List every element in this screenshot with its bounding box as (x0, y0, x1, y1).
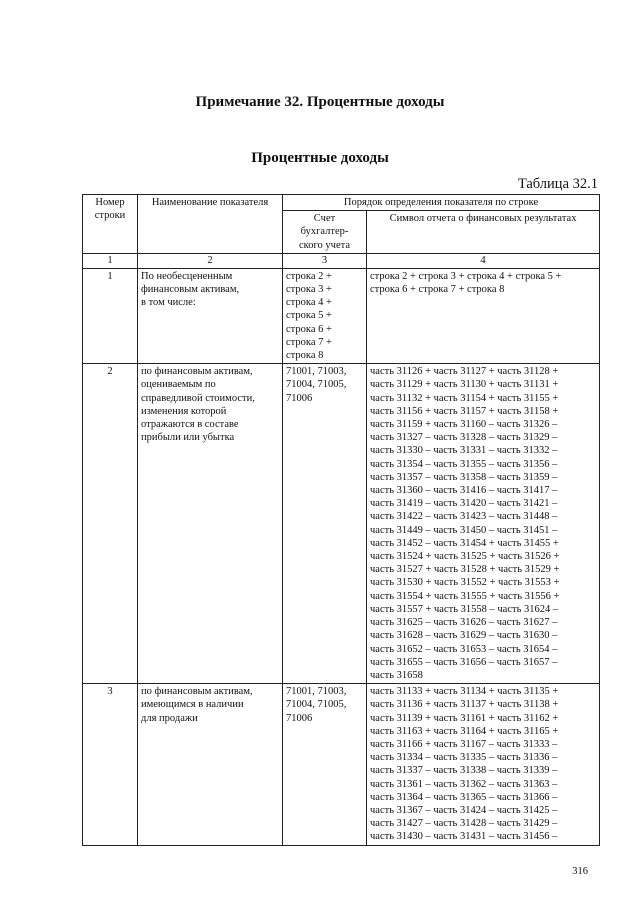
column-number: 1 (83, 253, 138, 268)
row-number: 2 (83, 364, 138, 684)
column-number-row (83, 253, 600, 268)
account-numbers: строка 2 + строка 3 + строка 4 + строка 5 + строка 6 + строка 7 + строка 8 (283, 268, 367, 363)
table-row (83, 684, 600, 845)
header-account: Счет бухгалтер- ского учета (283, 211, 367, 254)
column-number: 3 (283, 253, 367, 268)
report-symbol-formula: часть 31126 + часть 31127 + часть 31128 + часть 31129 + часть 31130 + часть 31131 + часть 31132 + часть 31154 + часть 31155 + часть 31156 + часть 31157 + часть 31158 + часть 31159 + часть 31160 – часть 31326 – часть 31327 – часть 31328 – часть 31329 – часть 31330 – часть 31331 – часть 31332 – часть 31354 – часть 31355 – часть 31356 – часть 31357 – часть 31358 – часть 31359 – часть 31360 – часть 31416 – часть 31417 – часть 31419 – часть 31420 – часть 31421 – часть 31422 – часть 31423 – часть 31448 – часть 31449 – часть 31450 – часть 31451 – часть 31452 – часть 31454 + часть 31455 + часть 31524 + часть 31525 + часть 31526 + часть 31527 + часть 31528 + часть 31529 + часть 31530 + часть 31552 + часть 31553 + часть 31554 + часть 31555 + часть 31556 + часть 31557 + часть 31558 – часть 31624 – часть 31625 – часть 31626 – часть 31627 – часть 31628 – часть 31629 – часть 31630 – часть 31652 – часть 31653 – часть 31654 – часть 31655 – часть 31656 – часть 31657 – часть 31658 (367, 364, 600, 684)
report-symbol-formula: часть 31133 + часть 31134 + часть 31135 + часть 31136 + часть 31137 + часть 31138 + часть 31139 + часть 31161 + часть 31162 + часть 31163 + часть 31164 + часть 31165 + часть 31166 + часть 31167 – часть 31333 – часть 31334 – часть 31335 – часть 31336 – часть 31337 – часть 31338 – часть 31339 – часть 31361 – часть 31362 – часть 31363 – часть 31364 – часть 31365 – часть 31366 – часть 31367 – часть 31424 – часть 31425 – часть 31427 – часть 31428 – часть 31429 – часть 31430 – часть 31431 – часть 31456 – (367, 684, 600, 845)
table-number: Таблица 32.1 (517, 176, 598, 192)
indicator-name: по финансовым активам, оцениваемым по справедливой стоимости, изменения которой отражаются в составе прибыли или убытка (138, 364, 283, 684)
column-number: 2 (138, 253, 283, 268)
column-number: 4 (367, 253, 600, 268)
account-numbers: 71001, 71003, 71004, 71005, 71006 (283, 364, 367, 684)
report-symbol-formula: строка 2 + строка 3 + строка 4 + строка 5 + строка 6 + строка 7 + строка 8 (367, 268, 600, 363)
indicator-name: по финансовым активам, имеющимся в наличии для продажи (138, 684, 283, 845)
header-report-symbol: Символ отчета о финансовых результатах (367, 211, 600, 254)
table-row (83, 364, 600, 684)
header-procedure: Порядок определения показателя по строке (283, 195, 600, 211)
row-number: 3 (83, 684, 138, 845)
row-number: 1 (83, 268, 138, 363)
indicator-name: По необесцененным финансовым активам, в том числе: (138, 268, 283, 363)
page-number: 316 (572, 866, 588, 877)
table-header-row (83, 195, 600, 211)
table-row (83, 268, 600, 363)
interest-income-table (82, 194, 600, 846)
note-title: Примечание 32. Процентные доходы (195, 94, 445, 110)
header-indicator-name: Наименование показателя (138, 195, 283, 254)
header-row-number: Номер строки (83, 195, 138, 254)
account-numbers: 71001, 71003, 71004, 71005, 71006 (283, 684, 367, 845)
table-title: Процентные доходы (251, 150, 389, 166)
